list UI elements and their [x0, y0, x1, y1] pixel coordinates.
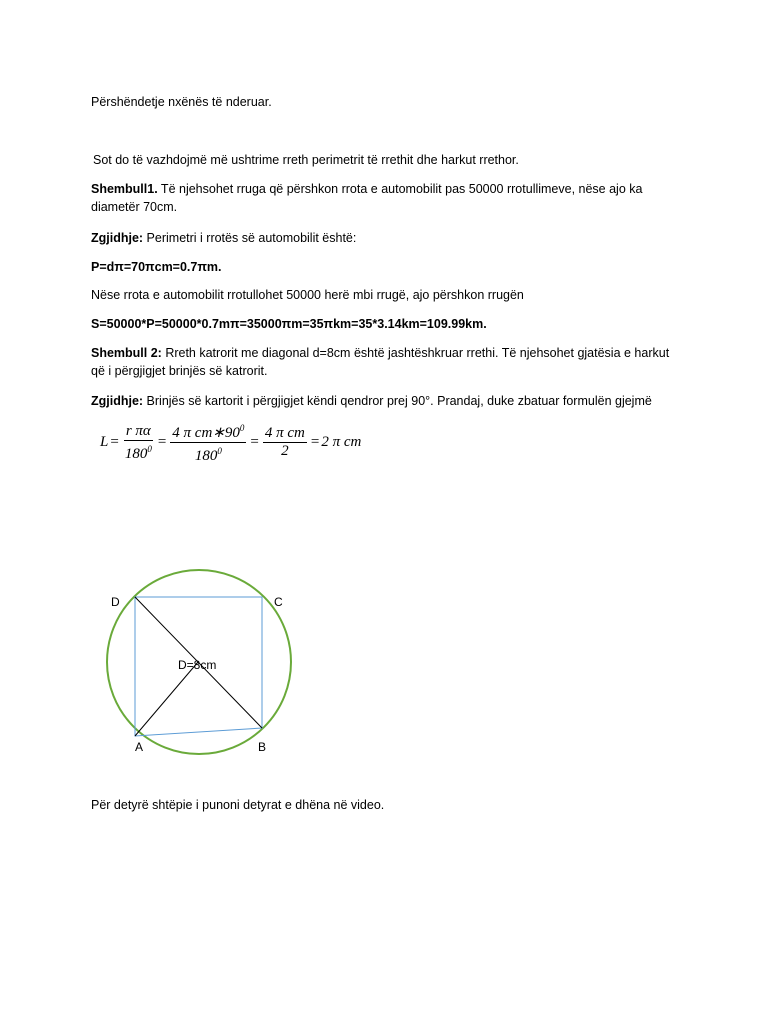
solution1-paragraph	[91, 229, 356, 247]
formula-lhs: L	[100, 434, 109, 450]
example2-text: Rreth katrorit me diagonal d=8cm është jashtëshkruar rrethi. Të njehsohet gjatësia e harkut që i përgjigjet brinjës së katrorit.	[91, 346, 670, 378]
solution1-text: Perimetri i rrotës së automobilit është:	[143, 231, 357, 245]
fraction-2	[170, 420, 246, 465]
label-b: B	[258, 740, 267, 754]
solution2-text: Brinjës së kartorit i përgjigjet këndi qendror prej 90°. Prandaj, duke zbatuar formulën gjejmë	[143, 394, 652, 408]
homework-text: Për detyrë shtëpie i punoni detyrat e dhëna në video.	[91, 798, 385, 812]
fraction-3-numerator: 4 π cm	[264, 425, 305, 441]
half-diagonal-a	[135, 662, 198, 736]
formula1-text: P=dπ=70πcm=0.7πm.	[91, 260, 222, 274]
fraction-2-denominator: $180^0$	[194, 446, 222, 464]
formula2-text: S=50000*P=50000*0.7mπ=35000πm=35πkm=35*3.14km=109.99km.	[91, 317, 487, 331]
solution2-paragraph	[91, 392, 652, 410]
solution2-label: Zgjidhje:	[91, 394, 144, 408]
fraction-1-numerator: r πα	[125, 422, 151, 439]
formula-result: 2 π cm	[321, 434, 362, 450]
example1-paragraph	[91, 180, 681, 216]
greeting-text: Përshëndetje nxënës të nderuar.	[91, 95, 272, 109]
example2-label: Shembull 2:	[91, 346, 162, 360]
arc-length-formula: L = $\frac{\text{r πα}}{180^0}$ = $\frac{4 \pi cm∗90^0}{180^0}$ = $\frac{\text{4 π cm}}{2}$ = 2 π cm	[100, 420, 361, 465]
label-d: D	[111, 595, 120, 609]
fraction-2-numerator: 4 π $cm∗90^0$	[170, 420, 246, 443]
label-c: C	[274, 595, 283, 609]
example1-text: Të njehsohet rruga që përshkon rrota e automobilit pas 50000 rrotullimeve, nëse ajo ka diametër 70cm.	[91, 182, 643, 214]
diameter-label: D=8cm	[178, 658, 217, 672]
fraction-3	[263, 425, 307, 460]
sentence1-text: Nëse rrota e automobilit rrotullohet 50000 herë mbi rrugë, ajo përshkon rrugën	[91, 288, 524, 302]
example1-label: Shembull1.	[91, 182, 158, 196]
fraction-1	[123, 423, 154, 463]
solution1-label: Zgjidhje:	[91, 231, 144, 245]
fraction-1-denominator: $180^0$	[124, 443, 152, 462]
fraction-3-denominator: 2	[281, 443, 289, 459]
intro-text: Sot do të vazhdojmë më ushtrime rreth perimetrit të rrethit dhe harkut rrethor.	[93, 153, 519, 167]
example2-paragraph	[91, 344, 681, 380]
circumscribed-square-diagram	[90, 560, 310, 760]
label-a: A	[135, 740, 144, 754]
